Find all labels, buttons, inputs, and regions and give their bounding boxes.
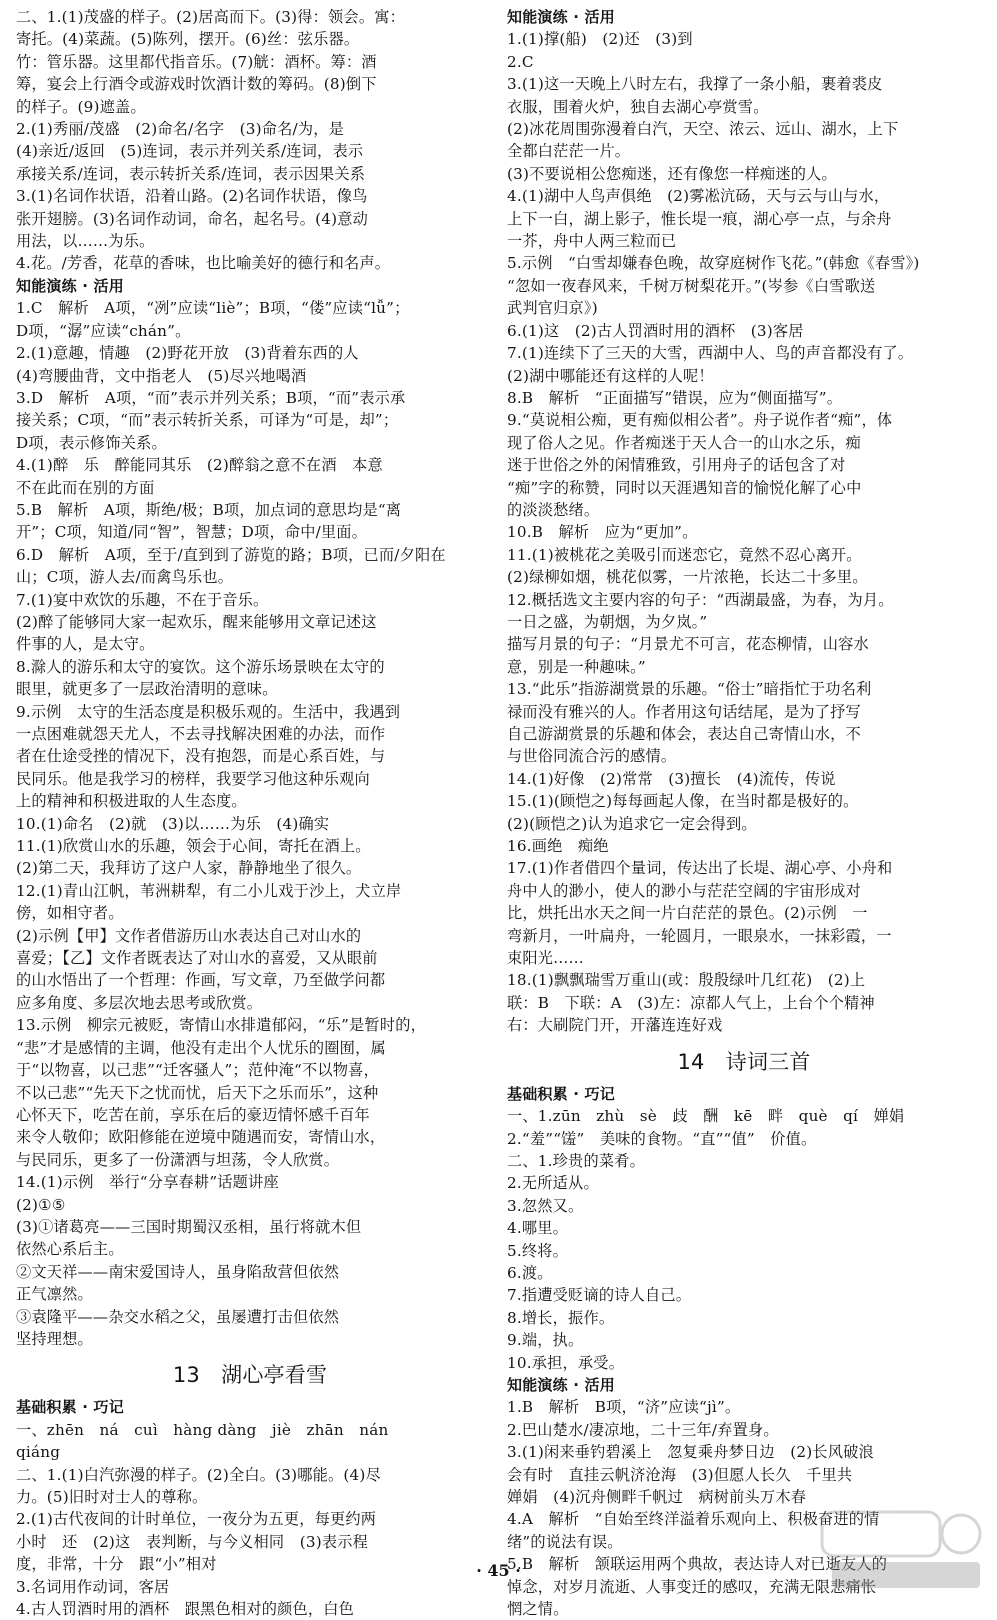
text-line: 束阳光…… <box>507 949 584 968</box>
text-line: 2.无所适从。 <box>507 1174 599 1193</box>
text-line: 接关系；C项，“而”表示转折关系，可译为“可是，却”； <box>16 411 399 430</box>
text-line: 筹，宴会上行酒令或游戏时饮酒计数的筹码。(8)倒下 <box>16 75 377 94</box>
text-line: (2)第二天，我拜访了这户人家，静静地坐了很久。 <box>16 859 362 878</box>
text-line: 12.(1)青山江帆，苇洲耕犁，有二小儿戏于沙上，犬立岸 <box>16 881 402 900</box>
text-line: 二、1.(1)茂盛的样子。(2)居高而下。(3)得：领会。寓： <box>16 8 405 26</box>
text-line: 7.(1)宴中欢饮的乐趣，不在于音乐。 <box>16 590 269 609</box>
text-line: 应多角度、多层次地去思考或欣赏。 <box>16 993 263 1012</box>
text-line: 3.忽然又。 <box>507 1196 584 1215</box>
section-heading: 基础积累 · 巧记 <box>16 1398 124 1417</box>
text-line: 13.示例 柳宗元被贬，寄情山水排遣郁闷，“乐”是暂时的， <box>16 1016 426 1035</box>
page-number: · 45 · <box>476 1561 521 1580</box>
text-line: 的样子。(9)遮盖。 <box>16 97 146 116</box>
text-line: 1.B 解析 B项，“济”应读“jì”。 <box>507 1398 741 1417</box>
text-line: 迷于世俗之外的闲情雅致，引用舟子的话包含了对 <box>507 456 846 475</box>
text-line: 4.(1)醉 乐 醉能同其乐 (2)醉翁之意不在酒 本意 <box>16 456 383 475</box>
text-line: 与民同乐，更多了一份潇洒与坦荡，令人欣赏。 <box>16 1150 340 1169</box>
chapter-title: 13 湖心亭看雪 <box>172 1363 328 1388</box>
text-line: 4.古人罚酒时用的酒杯 跟黑色相对的颜色，白色 <box>16 1600 355 1619</box>
text-line: “痴”字的称赞，同时以天涯遇知音的愉悦化解了心中 <box>507 478 862 497</box>
text-line: 一芥，舟中人两三粒而已 <box>507 232 677 251</box>
text-line: 一日之盛，为朝烟，为夕岚。” <box>507 612 708 631</box>
text-line: 1.(1)撑(船) (2)还 (3)到 <box>507 30 693 49</box>
text-line: 12.概括选文主要内容的句子：“西湖最盛，为春，为月。 <box>507 590 894 609</box>
text-line: 寄托。(4)菜蔬。(5)陈列，摆开。(6)丝：弦乐器。 <box>16 30 360 49</box>
text-line: 的淡淡愁绪。 <box>507 500 600 519</box>
text-line: 小时 还 (2)这 表判断，与今义相同 (3)表示程 <box>16 1532 368 1551</box>
text-line: 11.(1)被桃花之美吸引而迷恋它，竟然不忍心离开。 <box>507 545 862 564</box>
text-line: 15.(1)(顾恺之)每每画起人像，在当时都是极好的。 <box>507 792 859 811</box>
text-line: 山；C项，游人去/而禽鸟乐也。 <box>16 568 234 587</box>
text-line: 坚持理想。 <box>16 1329 93 1348</box>
text-line: 9.端，执。 <box>507 1331 584 1350</box>
text-line: 3.D 解析 A项，“而”表示并列关系；B项，“而”表示承 <box>16 388 406 407</box>
text-line: (2)醉了能够同大家一起欢乐，醒来能够用文章记述这 <box>16 612 377 631</box>
text-line: 竹：管乐器。这里都代指音乐。(7)觥：酒杯。筹：酒 <box>16 52 377 71</box>
text-line: (2)①⑤ <box>16 1195 66 1214</box>
text-line: 16.画绝 痴绝 <box>507 837 609 856</box>
text-line: 婵娟 (4)沉舟侧畔千帆过 病树前头万木春 <box>507 1488 807 1506</box>
section-heading: 知能演练 · 活用 <box>16 276 124 295</box>
text-line: 10.(1)命名 (2)就 (3)以……为乐 (4)确实 <box>16 814 330 833</box>
text-line: 依然心系后主。 <box>16 1240 124 1259</box>
text-line: 绪”的说法有误。 <box>507 1532 623 1551</box>
text-line: 二、1.珍贵的菜肴。 <box>507 1151 645 1170</box>
text-line: (2)湖中哪能还有这样的人呢！ <box>507 366 714 385</box>
text-line: 2.(1)秀丽/茂盛 (2)命名/名字 (3)命名/为，是 <box>16 120 344 139</box>
text-line: 意，别是一种趣味。” <box>507 657 646 676</box>
text-line: 2.巴山楚水/凄凉地，二十三年/弃置身。 <box>507 1420 779 1439</box>
text-line: 10.承担，承受。 <box>507 1353 625 1372</box>
text-line: 6.渡。 <box>507 1263 553 1282</box>
left-column <box>16 6 484 1620</box>
text-line: (4)弯腰曲背，文中指老人 (5)尽兴地喝酒 <box>16 366 307 385</box>
text-line: 6.(1)这 (2)古人罚酒时用的酒杯 (3)客居 <box>507 321 804 340</box>
text-line: “悲”才是感情的主调，他没有走出个人忧乐的圈囿，属 <box>16 1038 386 1057</box>
section-heading: 基础积累 · 巧记 <box>507 1084 615 1103</box>
text-line: 10.B 解析 应为“更加”。 <box>507 523 698 542</box>
text-line: 3.名词用作动词，客居 <box>16 1577 170 1596</box>
text-line: 惘之情。 <box>507 1600 569 1619</box>
text-line: 1.C 解析 A项，“冽”应读“liè”；B项，“偻”应读“lǚ”； <box>16 299 410 318</box>
text-line: (3)不要说相公您痴迷，还有像您一样痴迷的人。 <box>507 164 837 183</box>
text-line: (3)①诸葛亮——三国时期蜀汉丞相，虽行将就木但 <box>16 1217 362 1236</box>
text-line: 不在此而在别的方面 <box>16 478 155 497</box>
text-line: 14.(1)示例 举行“分享春耕”话题讲座 <box>16 1173 279 1192</box>
text-line: 全都白茫茫一片。 <box>507 142 631 161</box>
text-line: 开”；C项，知道/同“智”，智慧；D项，命中/里面。 <box>16 523 368 542</box>
text-line: ②文天祥——南宋爱国诗人，虽身陷敌营但依然 <box>16 1262 340 1281</box>
text-line: 9.示例 太守的生活态度是积极乐观的。生活中，我遇到 <box>16 702 401 721</box>
watermark-logo <box>818 1508 984 1594</box>
text-line: 自己游湖赏景的乐趣和体会，表达自己寄情山水，不 <box>507 725 861 743</box>
text-line: 弯新月，一叶扁舟，一轮圆月，一眼泉水，一抹彩霞，一 <box>507 926 892 945</box>
text-line: 武判官归京》) <box>507 299 598 318</box>
text-line: 的山水悟出了一个哲理：作画，写文章，乃至做学问都 <box>16 971 386 990</box>
text-line: 件事的人，是太守。 <box>16 635 155 654</box>
text-line: 2.(1)古代夜间的计时单位，一夜分为五更，每更约两 <box>16 1510 377 1529</box>
text-line: 比，烘托出水天之间一片白茫茫的景色。(2)示例 一 <box>507 904 868 923</box>
text-line: 禄而没有雅兴的人。作者用这句话结尾，是为了抒写 <box>507 702 861 721</box>
text-line: 7.(1)连续下了三天的大雪，西湖中人、鸟的声音都没有了。 <box>507 344 914 363</box>
text-line: ③袁隆平——杂交水稻之父，虽屡遭打击但依然 <box>16 1307 340 1326</box>
text-line: 3.(1)闲来垂钓碧溪上 忽复乘舟梦日边 (2)长风破浪 <box>507 1443 874 1462</box>
text-line: 承接关系/连词，表示转折关系/连词，表示因果关系 <box>16 164 366 183</box>
text-line: 心怀天下，吃苦在前，享乐在后的豪迈情怀感千百年 <box>16 1105 370 1124</box>
section-heading: 知能演练 · 活用 <box>507 1375 615 1394</box>
text-line: 2.(1)意趣，情趣 (2)野花开放 (3)背着东西的人 <box>16 344 359 363</box>
text-line: 力。(5)旧时对士人的尊称。 <box>16 1488 208 1506</box>
text-line: 民同乐。他是我学习的榜样，我要学习他这种乐观向 <box>16 769 370 788</box>
text-line: 联：B 下联：A (3)左：凉都人气上，上台个个精神 <box>507 993 875 1012</box>
section-heading: 知能演练 · 活用 <box>507 8 615 26</box>
text-line: 上的精神和积极进取的人生态度。 <box>16 792 247 811</box>
text-line: 现了俗人之见。作者痴迷于天人合一的山水之乐，痴 <box>507 433 861 452</box>
text-line: 13.“此乐”指游湖赏景的乐趣。“俗士”暗指忙于功名利 <box>507 680 872 699</box>
text-line: 3.(1)这一天晚上八时左右，我撑了一条小船，裹着裘皮 <box>507 75 883 94</box>
text-line: “忽如一夜春风来，千树万树梨花开。”(岑参《白雪歌送 <box>507 276 876 295</box>
text-line: 会有时 直挂云帆济沧海 (3)但愿人长久 千里共 <box>507 1465 853 1484</box>
text-line: 舟中人的渺小，使人的渺小与茫茫空阔的宇宙形成对 <box>507 881 861 900</box>
text-line: 者在仕途受挫的情况下，没有抱怨，而是心系百姓，与 <box>16 747 386 766</box>
text-line: 一、1.zūn zhù sè 歧 酬 kē 畔 què qí 婵娟 <box>507 1107 905 1126</box>
text-line: 8.滁人的游乐和太守的宴饮。这个游乐场景映在太守的 <box>16 657 385 676</box>
text-line: 14.(1)好像 (2)常常 (3)擅长 (4)流传，传说 <box>507 769 836 788</box>
text-line: D项，“潺”应读“chán”。 <box>16 321 191 340</box>
text-line: 正气凛然。 <box>16 1285 93 1304</box>
text-line: 8.B 解析 “正面描写”错误，应为“侧面描写”。 <box>507 388 843 407</box>
text-line: 5.B 解析 颔联运用两个典故，表达诗人对已逝友人的 <box>507 1555 888 1574</box>
text-line: 17.(1)作者借四个量词，传达出了长堤、湖心亭、小舟和 <box>507 859 893 878</box>
text-line: 2.C <box>507 52 534 71</box>
text-line: 眼里，就更多了一层政治清明的意味。 <box>16 680 278 699</box>
text-line: 6.D 解析 A项，至于/直到到了游览的路；B项，已而/夕阳在 <box>16 545 446 564</box>
text-line: 度，非常，十分 跟“小”相对 <box>16 1555 217 1574</box>
text-line: D项，表示修饰关系。 <box>16 433 167 452</box>
text-line: 上下一白，湖上影子，惟长堤一痕，湖心亭一点，与余舟 <box>507 209 892 228</box>
text-line: 4.哪里。 <box>507 1219 569 1238</box>
text-line: 一点困难就怨天尤人，不去寻找解决困难的办法，而作 <box>16 725 386 743</box>
text-line: 傍，如相守者。 <box>16 904 124 923</box>
text-line: (4)亲近/返回 (5)连词，表示并列关系/连词，表示 <box>16 142 364 161</box>
right-column <box>507 6 981 1620</box>
text-line: qiáng <box>16 1443 61 1462</box>
text-line: (2)绿柳如烟，桃花似雾，一片浓艳，长达二十多里。 <box>507 568 868 587</box>
text-line: 喜爱；【乙】文作者既表达了对山水的喜爱，又从眼前 <box>16 949 378 968</box>
text-line: 9.“莫说相公痴，更有痴似相公者”。舟子说作者“痴”，体 <box>507 411 893 430</box>
text-line: 4.A 解析 “自始至终洋溢着乐观向上、积极奋进的情 <box>507 1510 880 1529</box>
text-line: 8.增长，振作。 <box>507 1308 615 1327</box>
text-line: 悼念，对岁月流逝、人事变迁的感叹，充满无限悲痛怅 <box>507 1577 877 1596</box>
text-line: (2)冰花周围弥漫着白汽，天空、浓云、远山、湖水，上下 <box>507 120 899 139</box>
text-line: 5.B 解析 A项，斯绝/极；B项，加点词的意思均是“离 <box>16 500 402 519</box>
text-line: 5.示例 “白雪却嫌春色晚，故穿庭树作飞花。”(韩愈《春雪》) <box>507 254 920 273</box>
text-line: 来令人敬仰；欧阳修能在逆境中随遇而安，寄情山水， <box>16 1128 386 1147</box>
text-line: 与世俗同流合污的感情。 <box>507 747 677 766</box>
text-line: 5.终将。 <box>507 1241 569 1260</box>
text-line: 于“以物喜，以己悲”“迁客骚人”；范仲淹“不以物喜， <box>16 1061 379 1080</box>
text-line: (2)示例【甲】文作者借游历山水表达自己对山水的 <box>16 926 362 945</box>
text-line: 右：大刷院门开，开藩连连好戏 <box>507 1016 723 1035</box>
chapter-title: 14 诗词三首 <box>677 1049 811 1074</box>
text-line: 4.花。/芳香，花草的香味，也比喻美好的德行和名声。 <box>16 254 391 273</box>
text-line: 用法，以……为乐。 <box>16 232 155 251</box>
text-line: 7.指遭受贬谪的诗人自己。 <box>507 1286 692 1305</box>
text-line: 11.(1)欣赏山水的乐趣，领会于心间，寄托在酒上。 <box>16 837 371 856</box>
text-line: 一、zhēn ná cuì hàng dàng jiè zhān nán <box>16 1420 389 1439</box>
text-line: 2.“羞”“馐” 美味的食物。“直”“值” 价值。 <box>507 1129 817 1148</box>
text-line: 二、1.(1)白汽弥漫的样子。(2)全白。(3)哪能。(4)尽 <box>16 1465 381 1484</box>
text-line: 不以己悲”“先天下之忧而忧，后天下之乐而乐”，这种 <box>16 1083 379 1102</box>
text-line: 衣服，围着火炉，独自去湖心亭赏雪。 <box>507 97 769 116</box>
text-line: 3.(1)名词作状语，沿着山路。(2)名词作状语，像鸟 <box>16 187 368 206</box>
text-line: 张开翅膀。(3)名词作动词，命名，起名号。(4)意动 <box>16 209 368 228</box>
text-line: 4.(1)湖中人鸟声俱绝 (2)雾凇沆砀，天与云与山与水， <box>507 187 890 206</box>
text-line: 描写月景的句子：“月景尤不可言，花态柳情，山容水 <box>507 635 869 654</box>
text-line: 18.(1)飘飘瑞雪万重山(或：殷殷绿叶几红花) (2)上 <box>507 971 866 990</box>
text-line: (2)(顾恺之)认为追求它一定会得到。 <box>507 814 757 833</box>
